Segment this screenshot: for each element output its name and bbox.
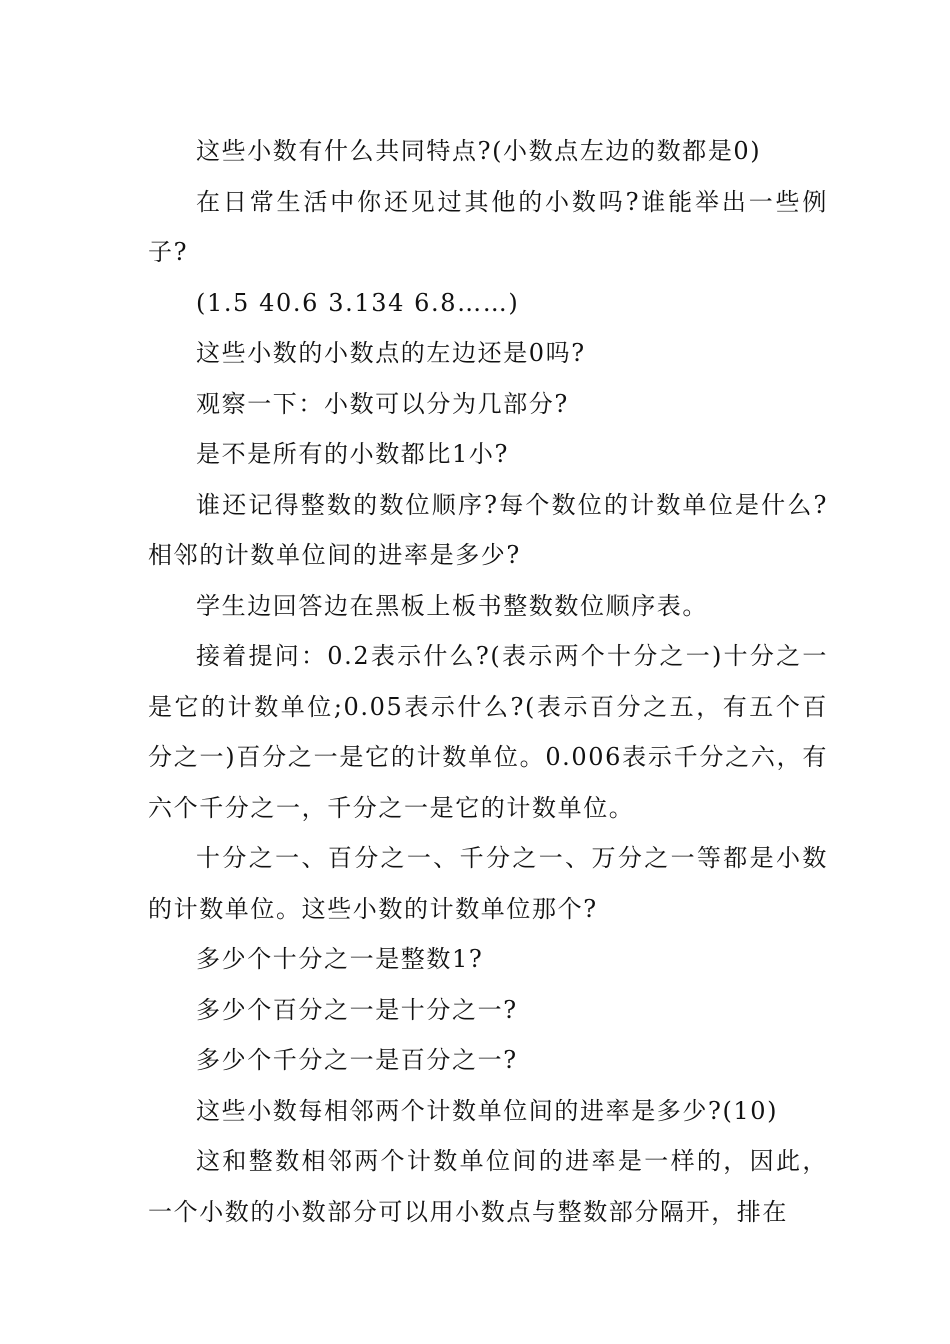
- paragraph-11: 多少个十分之一是整数1?: [196, 945, 484, 973]
- paragraph-6: 是不是所有的小数都比1小?: [196, 440, 509, 468]
- paragraph-14: 这些小数每相邻两个计数单位间的进率是多少?(10): [196, 1096, 779, 1125]
- paragraph-3: (1.5 40.6 3.134 6.8……): [196, 288, 520, 317]
- paragraph-4: 这些小数的小数点的左边还是0吗?: [196, 339, 586, 367]
- paragraph-10: 十分之一、百分之一、千分之一、万分之一等都是小数的计数单位。这些小数的计数单位那个?: [148, 844, 828, 923]
- paragraph-1: 这些小数有什么共同特点?(小数点左边的数都是0): [196, 137, 762, 165]
- paragraph-5: 观察一下：小数可以分为几部分?: [196, 389, 569, 418]
- paragraph-13: 多少个千分之一是百分之一?: [196, 1046, 518, 1074]
- paragraph-12: 多少个百分之一是十分之一?: [196, 995, 518, 1024]
- paragraph-9: 接着提问：0.2表示什么?(表示两个十分之一)十分之一是它的计数单位;0.05表示什么?(表示百分之五，有五个百分之一)百分之一是它的计数单位。0.006表示千分之六，有六个千分之一，千分之一是它的计数单位。: [148, 642, 828, 822]
- document-body: [148, 126, 828, 1237]
- paragraph-2: 在日常生活中你还见过其他的小数吗?谁能举出一些例子?: [148, 187, 828, 266]
- paragraph-15: 这和整数相邻两个计数单位间的进率是一样的，因此，一个小数的小数部分可以用小数点与整数部分隔开，排在: [148, 1147, 828, 1226]
- paragraph-7: 谁还记得整数的数位顺序?每个数位的计数单位是什么?相邻的计数单位间的进率是多少?: [148, 490, 828, 569]
- paragraph-8: 学生边回答边在黑板上板书整数数位顺序表。: [196, 591, 708, 620]
